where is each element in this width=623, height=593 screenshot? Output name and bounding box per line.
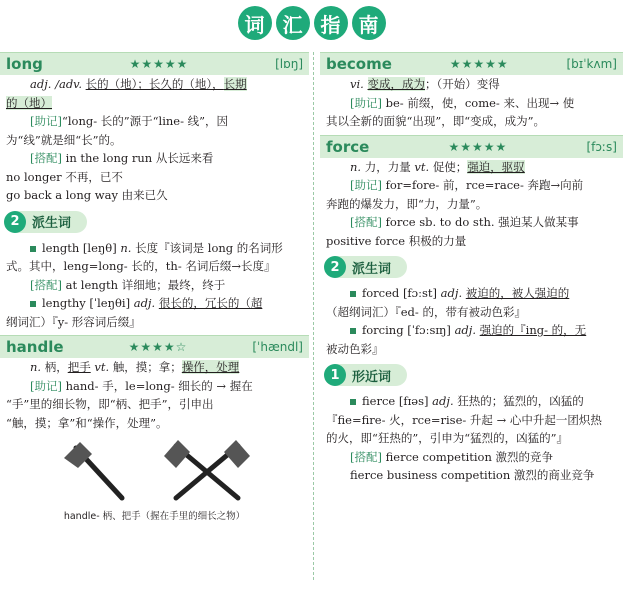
phonetic: [lɒŋ]: [275, 57, 303, 71]
section-title: 形近词: [336, 364, 407, 386]
similar-word: fierce [fɪəs] adj. 狂热的；猛烈的，凶猛的: [320, 392, 623, 411]
frequency-stars: ★★★★★: [129, 57, 189, 71]
headword: force: [326, 137, 370, 156]
collocation: fierce business competition 激烈的商业竞争: [350, 468, 595, 482]
collocation: [搭配] fierce competition 激烈的竞争: [350, 449, 554, 464]
entry-force: [320, 135, 623, 485]
collocation: [搭配] in the long run 从长远来看: [30, 151, 214, 165]
left-column: [0, 52, 309, 522]
mnemonic-cont: 奔跑的爆发力，即“力，力量”。: [326, 196, 488, 211]
collocation: [搭配] at length 详细地；最终，终于: [30, 277, 226, 292]
phonetic: [fɔːs]: [586, 139, 617, 154]
definition: n. 柄，把手 vt. 触，摸；拿；操作，处理: [30, 360, 240, 374]
section-derivatives: [324, 252, 623, 282]
definition: adj. /adv. 长的（地）；长久的（地），长期: [30, 77, 247, 91]
frequency-stars: ★★★★★: [449, 57, 509, 71]
derivative: forcing [ˈfɔːsɪŋ] adj. 强迫的『ing- 的，无: [320, 321, 623, 340]
collocation: [搭配] force sb. to do sth. 强迫某人做某事: [350, 215, 579, 229]
derivative-cont: 纲词汇）『y- 形容词后缀』: [6, 314, 141, 329]
section-number: 1: [324, 364, 346, 386]
derivative-cont: 被动色彩』: [326, 341, 384, 356]
section-derivatives: [4, 207, 309, 237]
right-column: [320, 52, 623, 485]
bullet-square-icon: [350, 399, 356, 405]
section-similar-words: [324, 360, 623, 390]
entry-title-bar: [320, 52, 623, 75]
entry-become: [320, 52, 623, 131]
mnemonic: [助记] be- 前缀，使，come- 来、出现→ 使: [350, 95, 575, 110]
mnemonic: [助记] hand- 手，le=long- 细长的 → 握在: [30, 378, 253, 393]
definition: vi. 变成，成为；（开始）变得: [350, 77, 500, 91]
collocation: go back a long way 由来已久: [6, 188, 168, 202]
headword: become: [326, 55, 392, 73]
bullet-square-icon: [30, 246, 36, 252]
bullet-square-icon: [350, 291, 356, 297]
entry-title-bar: [0, 335, 309, 358]
collocation: no longer 不再，已不: [6, 169, 123, 184]
similar-word-cont: 的火，即“狂热的”，引申为“猛烈的，凶猛的”』: [326, 431, 569, 445]
phonetic: [ˈhændl]: [252, 340, 303, 354]
section-number: 2: [4, 211, 26, 233]
mnemonic-cont: 为“线”就是细“长”的。: [6, 132, 122, 147]
illustration-caption: handle- 柄、把手（握在手里的细长之物）: [63, 511, 246, 522]
mnemonic: [助记] for=fore- 前，rce=race- 奔跑→向前: [350, 178, 584, 192]
mnemonic-cont: 其以全新的面貌“出现”，即“变成，成为”。: [326, 114, 546, 128]
mnemonic-cont: “手”里的细长物，即“柄、把手”，引申出: [6, 397, 214, 411]
header-char: 汇: [276, 6, 310, 40]
axe-illustration: [0, 438, 309, 502]
entry-title-bar: [320, 135, 623, 158]
single-axe-icon: [58, 438, 138, 502]
entry-handle: [0, 335, 309, 522]
vocabulary-guide-header: [0, 6, 623, 44]
bullet-square-icon: [30, 301, 36, 307]
bullet-square-icon: [350, 328, 356, 334]
derivative-cont: 式。其中，leng=long- 长的，th- 名词后缀→长度』: [6, 259, 276, 273]
derivative: forced [fɔːst] adj. 被迫的，被人强迫的: [320, 284, 623, 303]
frequency-stars: ★★★★★: [448, 139, 508, 154]
section-title: 派生词: [336, 256, 407, 278]
entry-long: [0, 52, 309, 331]
column-divider: [313, 52, 314, 580]
definition: n. 力，力量 vt. 促使；强迫，驱驭: [350, 159, 525, 174]
headword: handle: [6, 338, 64, 356]
header-char: 词: [238, 6, 272, 40]
entry-title-bar: [0, 52, 309, 75]
section-number: 2: [324, 256, 346, 278]
frequency-stars: ★★★★☆: [128, 340, 188, 354]
header-char: 指: [314, 6, 348, 40]
mnemonic: [助记]“long- 长的”源于“line- 线”，因: [30, 114, 229, 128]
derivative: lengthy [ˈleŋθi] adj. 很长的，冗长的（超: [0, 294, 309, 313]
mnemonic-cont: “触，摸；拿”和“操作，处理”。: [6, 415, 168, 430]
definition-cont: 的（地）: [6, 95, 52, 110]
derivative-cont: （超纲词汇）『ed- 的，带有被动色彩』: [326, 304, 526, 319]
headword: long: [6, 55, 43, 73]
crossed-axes-icon: [162, 438, 252, 502]
similar-word-cont: 『fie=fire- 火，rce=rise- 升起 → 心中升起一团炽热: [326, 412, 602, 427]
section-title: 派生词: [16, 211, 87, 233]
derivative: length [leŋθ] n. 长度『该词是 long 的名词形: [0, 239, 309, 258]
header-char: 南: [352, 6, 386, 40]
phonetic: [bɪˈkʌm]: [566, 57, 617, 71]
collocation: positive force 积极的力量: [326, 233, 467, 248]
